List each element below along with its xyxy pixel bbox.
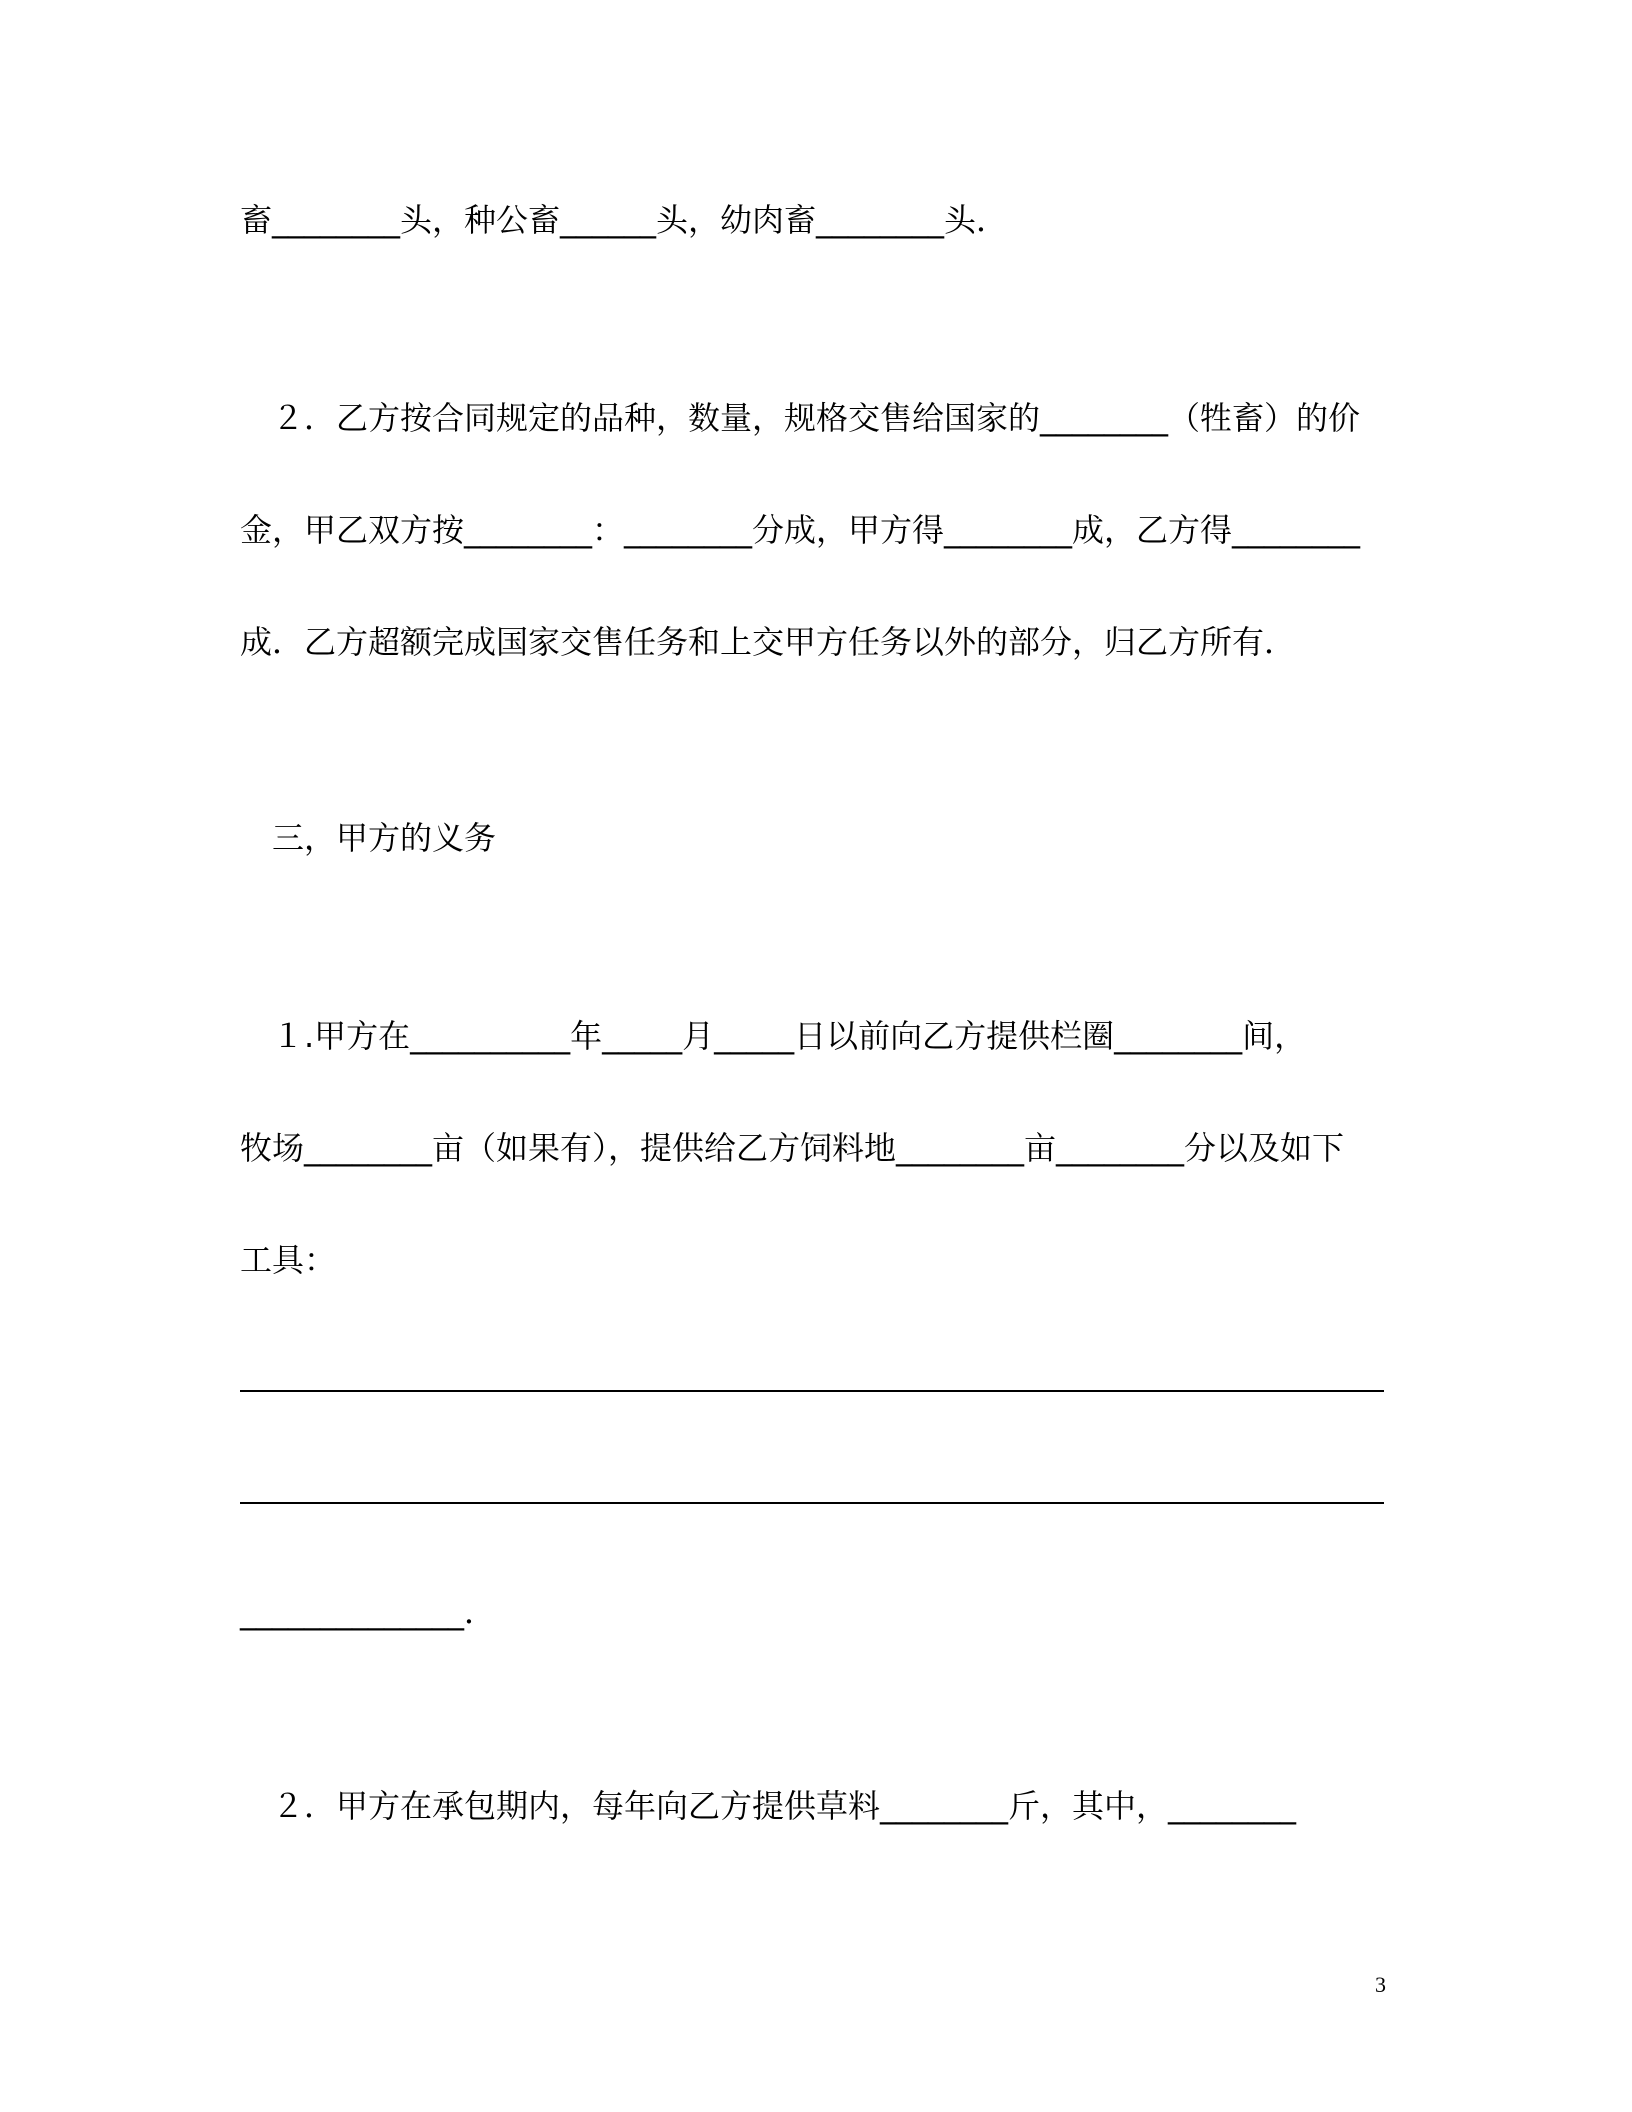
text-line-tools-label: 工具： (240, 1241, 337, 1279)
text-line-clause-2-split: 金，甲乙双方按________：________分成，甲方得________成，乙方得________ (240, 511, 1361, 549)
text-line-clause-2-start: ２．乙方按合同规定的品种，数量，规格交售给国家的________（牲畜）的价 (240, 399, 1361, 437)
section-heading-party-a-obligations: 三，甲方的义务 (240, 819, 497, 857)
blank-rule-1 (240, 1390, 1384, 1392)
text-line-clause-2-fodder: ２．甲方在承包期内，每年向乙方提供草料________斤，其中，________ (240, 1787, 1297, 1825)
blank-rule-3: ______________． (240, 1593, 497, 1631)
text-line-clause-1-start: １.甲方在__________年_____月_____日以前向乙方提供栏圈________间， (240, 1017, 1307, 1055)
text-line-livestock-counts: 畜________头，种公畜______头，幼肉畜________头． (240, 201, 1009, 239)
text-line-clause-2-end: 成．乙方超额完成国家交售任务和上交甲方任务以外的部分，归乙方所有． (240, 623, 1297, 661)
blank-rule-2 (240, 1502, 1384, 1504)
page-number: 3 (1375, 1972, 1386, 1997)
text-line-clause-1-land: 牧场________亩（如果有），提供给乙方饲料地________亩________分以及如下 (240, 1129, 1345, 1167)
